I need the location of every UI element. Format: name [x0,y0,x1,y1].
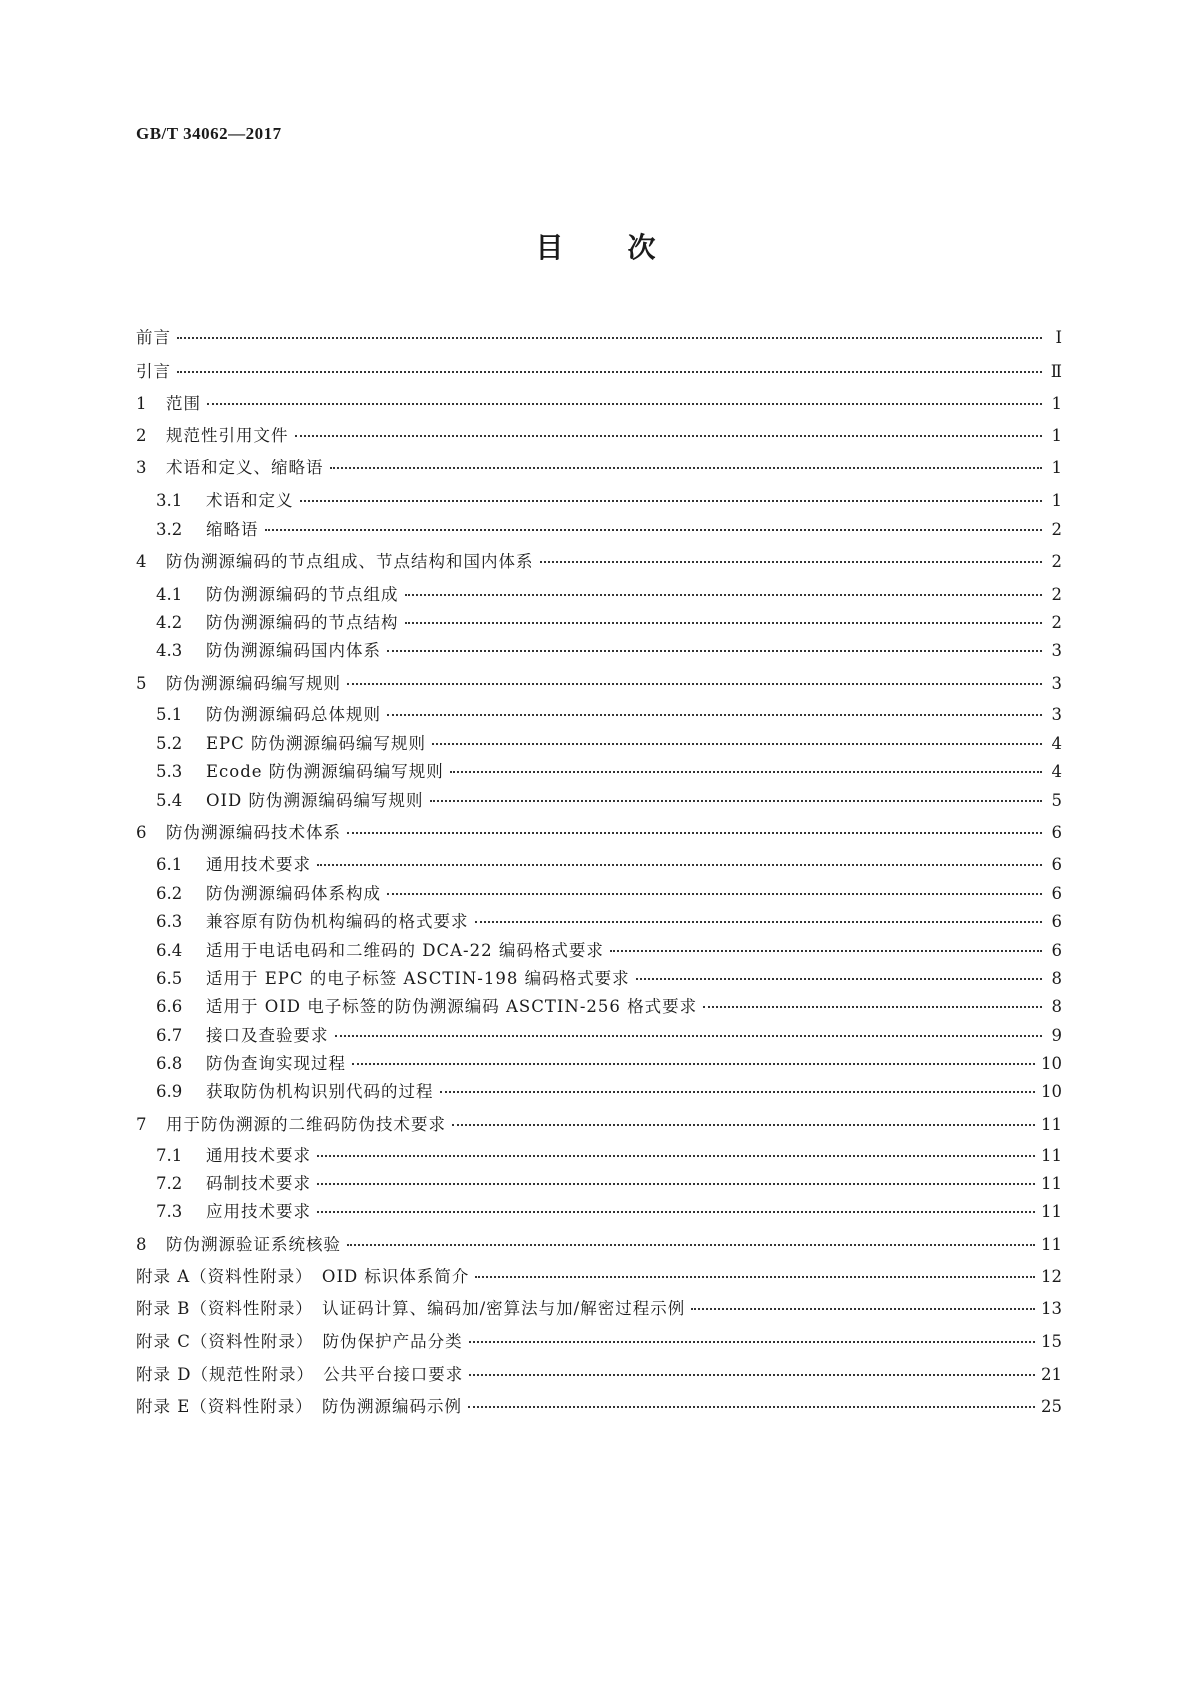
toc-entry-page: 13 [1041,1299,1062,1318]
toc-entry-label: 适用于 EPC 的电子标签 ASCTIN-198 编码格式要求 [206,969,630,988]
toc-entry-number: 6.9 [156,1082,183,1101]
toc-entry-label: 获取防伪机构识别代码的过程 [206,1082,434,1101]
toc-entry-label: 通用技术要求 [206,855,311,874]
toc-entry[interactable] [136,1265,1062,1289]
toc-entry[interactable] [136,1233,1062,1257]
dot-leader [177,331,1042,339]
toc-entry-label: 缩略语 [206,520,259,539]
toc-entry-label: 附录 D（规范性附录） 公共平台接口要求 [136,1365,464,1384]
dot-leader [691,1302,1035,1310]
toc-entry-number: 7.1 [156,1146,183,1165]
toc-entry[interactable] [156,882,1062,906]
toc-entry-number: 6.1 [156,855,183,874]
toc-entry[interactable] [156,1052,1062,1076]
toc-entry[interactable] [136,1330,1062,1354]
toc-entry-page: 4 [1051,762,1062,781]
dot-leader [317,1149,1035,1157]
toc-entry-page: 10 [1041,1082,1062,1101]
toc-entry-number: 7.2 [156,1174,183,1193]
dot-leader [452,1118,1035,1126]
toc-entry-label: 防伪溯源编码的节点组成、节点结构和国内体系 [166,552,534,571]
dot-leader [317,1205,1035,1213]
toc-entry[interactable] [156,910,1062,934]
toc-entry-label: OID 防伪溯源编码编写规则 [206,791,424,810]
toc-entry-label: 防伪溯源编码的节点结构 [206,613,399,632]
toc-entry[interactable] [136,1363,1062,1387]
toc-entry[interactable] [136,1297,1062,1321]
toc-entry-page: 25 [1041,1397,1062,1416]
toc-entry-page: 6 [1051,941,1062,960]
toc-entry[interactable] [156,583,1062,607]
toc-entry-number: 3.2 [156,520,183,539]
toc-entry[interactable] [156,732,1062,756]
toc-entry-page: 11 [1041,1115,1062,1134]
page-title: 目次 [535,231,720,264]
dot-leader [317,1177,1035,1185]
toc-entry[interactable] [156,1144,1062,1168]
toc-entry-page: 1 [1051,458,1062,477]
toc-entry-page: Ⅱ [1050,362,1062,381]
toc-entry-label: 附录 E（资料性附录） 防伪溯源编码示例 [136,1397,463,1416]
toc-entry-label: 防伪溯源编码技术体系 [166,823,341,842]
toc-entry[interactable] [156,789,1062,813]
toc-entry-page: 6 [1051,823,1062,842]
toc-entry-page: 15 [1041,1332,1062,1351]
toc-entry[interactable] [156,760,1062,784]
toc-entry-number: 6.2 [156,884,183,903]
toc-entry[interactable] [156,1200,1062,1224]
toc-entry-page: 9 [1051,1026,1062,1045]
dot-leader [432,737,1042,745]
dot-leader [440,1085,1036,1093]
dot-leader [387,644,1042,652]
dot-leader [703,1000,1042,1008]
dot-leader [177,365,1042,373]
toc-entry-label: EPC 防伪溯源编码编写规则 [206,734,427,753]
dot-leader [430,794,1042,802]
toc-entry-label: 防伪溯源编码国内体系 [206,641,381,660]
toc-entry-number: 7.3 [156,1202,183,1221]
toc-entry-number: 6 [136,823,147,842]
dot-leader [475,915,1043,923]
toc-entry-page: 2 [1051,552,1062,571]
toc-entry[interactable] [156,1024,1062,1048]
toc-entry-number: 6.7 [156,1026,183,1045]
toc-entry-label: 用于防伪溯源的二维码防伪技术要求 [166,1115,446,1134]
toc-entry-page: 21 [1041,1365,1062,1384]
toc-entry-page: 2 [1051,613,1062,632]
toc-entry-number: 2 [136,426,147,445]
toc-entry-number: 3.1 [156,491,183,510]
toc-entry-label: 通用技术要求 [206,1146,311,1165]
toc-entry-number: 4.1 [156,585,183,604]
toc-entry[interactable] [156,995,1062,1019]
toc-entry-label: 前言 [136,328,171,347]
toc-entry[interactable] [156,853,1062,877]
toc-entry-page: 1 [1051,491,1062,510]
toc-entry-number: 6.8 [156,1054,183,1073]
dot-leader [330,461,1043,469]
toc-entry-number: 8 [136,1235,147,1254]
toc-entry-page: 8 [1051,969,1062,988]
toc-entry-number: 5 [136,674,147,693]
toc-entry-label: 适用于 OID 电子标签的防伪溯源编码 ASCTIN-256 格式要求 [206,997,698,1016]
toc-entry-number: 5.4 [156,791,183,810]
toc-entry-page: 11 [1041,1235,1062,1254]
dot-leader [387,887,1042,895]
toc-entry-label: 防伪溯源编码体系构成 [206,884,381,903]
toc-entry[interactable] [156,639,1062,663]
dot-leader [335,1029,1043,1037]
toc-entry[interactable] [156,518,1062,542]
toc-entry[interactable] [156,939,1062,963]
toc-entry-label: 附录 B（资料性附录） 认证码计算、编码加/密算法与加/解密过程示例 [136,1299,686,1318]
toc-entry-label: 防伪溯源编码的节点组成 [206,585,399,604]
toc-entry-label: 规范性引用文件 [166,426,289,445]
toc-entry[interactable] [136,326,1062,350]
toc-entry-page: 10 [1041,1054,1062,1073]
toc-entry-label: 附录 C（资料性附录） 防伪保护产品分类 [136,1332,463,1351]
toc-entry-number: 4.3 [156,641,183,660]
toc-entry[interactable] [156,489,1062,513]
toc-entry-page: 2 [1051,520,1062,539]
toc-entry-page: 1 [1051,394,1062,413]
toc-entry[interactable] [136,360,1062,384]
toc-entry[interactable] [136,672,1062,696]
toc-entry-number: 5.1 [156,705,183,724]
toc-entry-page: 3 [1051,641,1062,660]
toc-entry-page: 2 [1051,585,1062,604]
toc-entry-number: 6.5 [156,969,183,988]
dot-leader [469,1368,1035,1376]
dot-leader [347,1238,1035,1246]
toc-entry-label: 接口及查验要求 [206,1026,329,1045]
dot-leader [352,1057,1035,1065]
toc-entry-label: 范围 [166,394,201,413]
toc-entry-page: 3 [1051,674,1062,693]
toc-entry-page: 6 [1051,855,1062,874]
dot-leader [450,765,1042,773]
toc-entry[interactable] [156,1172,1062,1196]
toc-entry[interactable] [156,703,1062,727]
toc-entry[interactable] [136,821,1062,845]
toc-entry-page: 11 [1041,1174,1062,1193]
toc-entry-number: 3 [136,458,147,477]
toc-entry-label: 适用于电话电码和二维码的 DCA-22 编码格式要求 [206,941,604,960]
toc-entry-number: 4 [136,552,147,571]
toc-entry[interactable] [136,456,1062,480]
toc-entry[interactable] [156,967,1062,991]
toc-entry-page: 8 [1051,997,1062,1016]
toc-entry-number: 1 [136,394,147,413]
dot-leader [295,429,1043,437]
toc-entry-label: 防伪溯源编码编写规则 [166,674,341,693]
dot-leader [468,1400,1035,1408]
dot-leader [469,1335,1035,1343]
toc-entry-number: 7 [136,1115,147,1134]
toc-entry-page: 5 [1051,791,1062,810]
dot-leader [207,397,1042,405]
toc-entry-page: 11 [1041,1146,1062,1165]
toc-entry-label: 应用技术要求 [206,1202,311,1221]
toc-entry-number: 6.6 [156,997,183,1016]
toc-entry[interactable] [136,1113,1062,1137]
dot-leader [540,555,1043,563]
toc-entry-label: Ecode 防伪溯源编码编写规则 [206,762,444,781]
toc-entry-page: 6 [1051,884,1062,903]
dot-leader [317,858,1042,866]
toc-entry-page: 6 [1051,912,1062,931]
toc-entry-page: 12 [1041,1267,1062,1286]
toc-entry-number: 4.2 [156,613,183,632]
toc-entry-page: 3 [1051,705,1062,724]
dot-leader [405,588,1043,596]
toc-entry-number: 5.3 [156,762,183,781]
toc-entry-label: 码制技术要求 [206,1174,311,1193]
toc-entry-page: 4 [1051,734,1062,753]
toc-entry-label: 术语和定义、缩略语 [166,458,324,477]
dot-leader [610,944,1042,952]
dot-leader [387,708,1042,716]
toc-entry-number: 5.2 [156,734,183,753]
toc-entry-page: 11 [1041,1202,1062,1221]
toc-entry-label: 术语和定义 [206,491,294,510]
dot-leader [265,523,1043,531]
toc-entry[interactable] [156,1080,1062,1104]
toc-entry[interactable] [136,1395,1062,1419]
toc-entry[interactable] [136,424,1062,448]
toc-entry-label: 防伪查询实现过程 [206,1054,346,1073]
toc-entry[interactable] [136,392,1062,416]
toc-entry-label: 防伪溯源编码总体规则 [206,705,381,724]
dot-leader [475,1270,1035,1278]
dot-leader [347,677,1042,685]
toc-entry[interactable] [136,550,1062,574]
toc-entry[interactable] [156,611,1062,635]
toc-entry-number: 6.3 [156,912,183,931]
dot-leader [347,826,1042,834]
dot-leader [636,972,1042,980]
toc-entry-number: 6.4 [156,941,183,960]
toc-entry-page: 1 [1051,426,1062,445]
toc-entry-label: 兼容原有防伪机构编码的格式要求 [206,912,469,931]
toc-entry-label: 防伪溯源验证系统核验 [166,1235,341,1254]
toc-entry-page: Ⅰ [1055,328,1062,347]
dot-leader [300,494,1043,502]
toc-entry-label: 引言 [136,362,171,381]
dot-leader [405,616,1043,624]
toc-entry-label: 附录 A（资料性附录） OID 标识体系简介 [136,1267,470,1286]
standard-code: GB/T 34062—2017 [136,124,282,143]
